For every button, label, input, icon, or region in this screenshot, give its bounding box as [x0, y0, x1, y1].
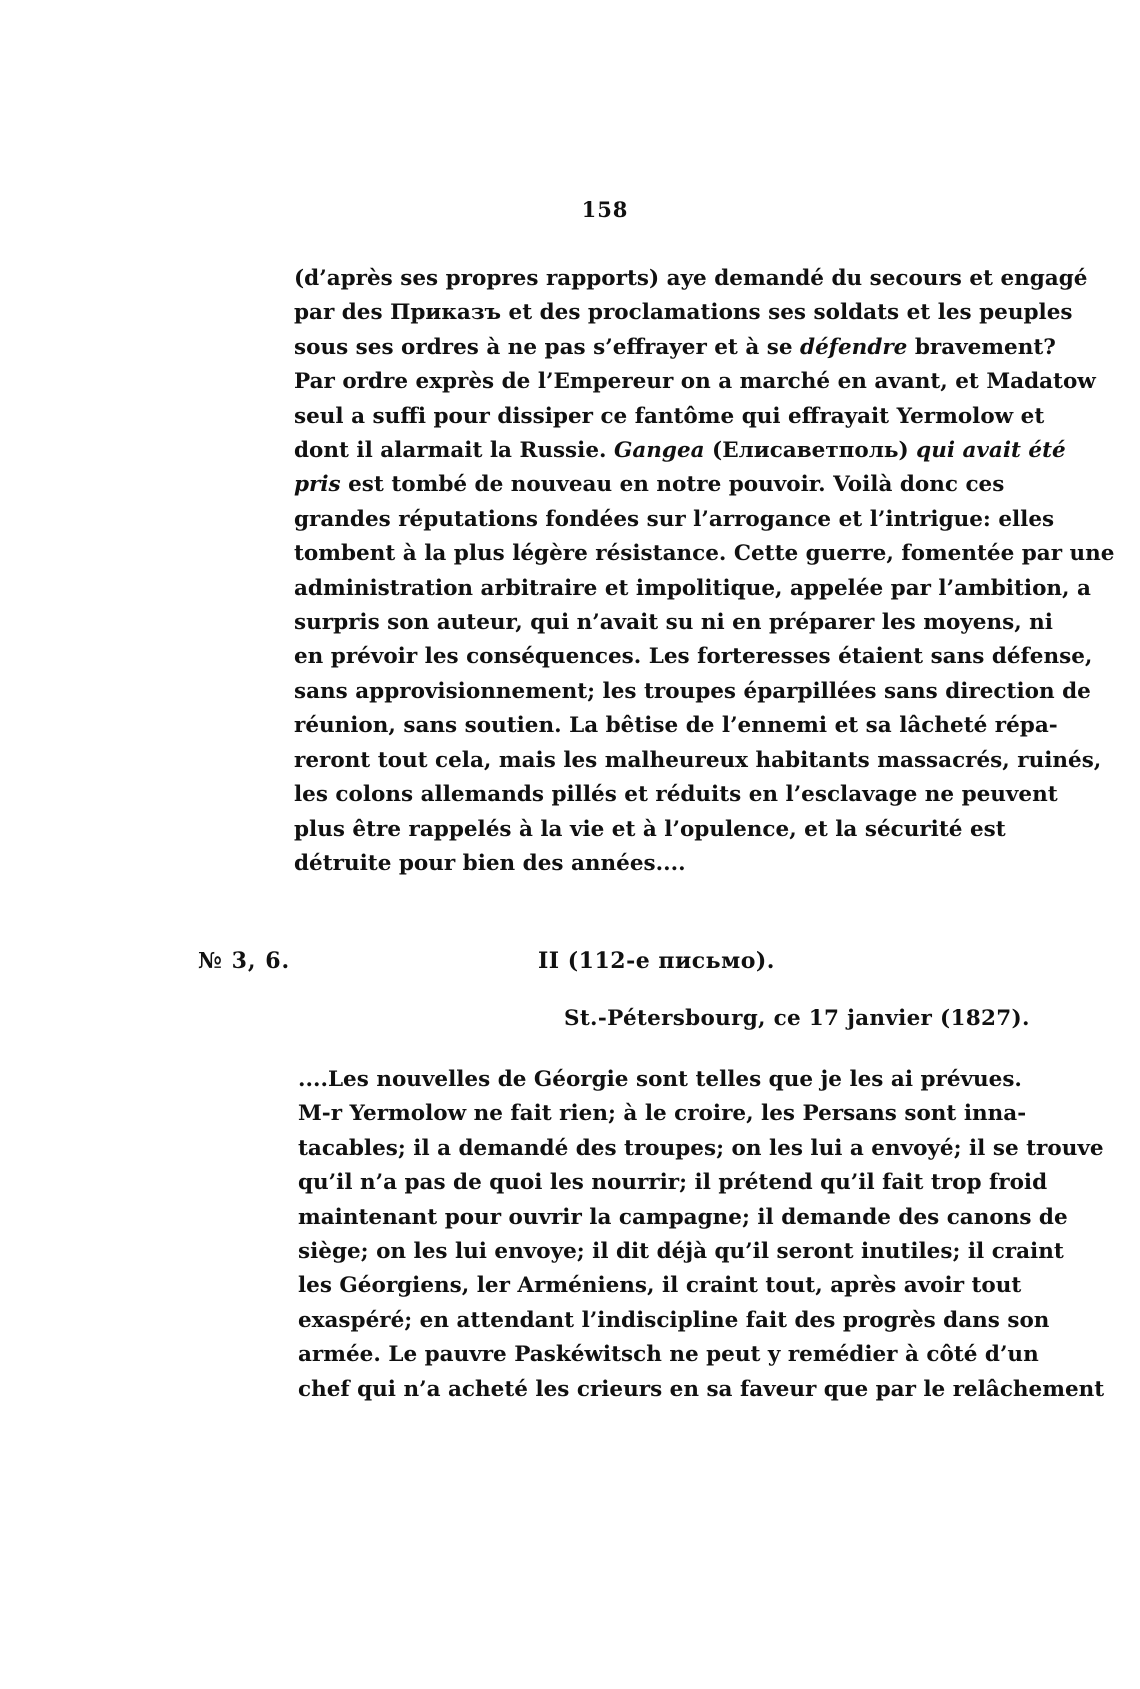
text-line: exaspéré; en attendant l’indiscipline fait des progrès dans son — [298, 1307, 1050, 1333]
text-line: administration arbitraire et impolitique, appelée par l’ambition, a — [294, 575, 1091, 601]
text-line: tombent à la plus légère résistance. Cette guerre, fomentée par une — [294, 541, 1115, 567]
text-line: les colons allemands pillés et réduits en l’esclavage ne peuvent — [294, 782, 1058, 808]
text-line: maintenant pour ouvrir la campagne; il demande des canons de — [298, 1204, 1068, 1230]
document-title: II (112-е письмо). — [538, 948, 775, 974]
text-line: grandes réputations fondées sur l’arrogance et l’intrigue: elles — [294, 506, 1055, 532]
page-number: 158 — [581, 197, 629, 222]
italic-segment: qui avait été — [916, 438, 1066, 464]
text-line — [294, 434, 1066, 468]
text-segment: bravement? — [907, 334, 1056, 360]
paragraph-1 — [294, 262, 1115, 881]
italic-segment: Gangea — [613, 438, 705, 464]
text-line: tacables; il a demandé des troupes; on les lui a envoyé; il se trouve — [298, 1135, 1104, 1161]
text-line: sans approvisionnement; les troupes éparpillées sans direction de — [294, 678, 1091, 704]
italic-segment: défendre — [800, 334, 908, 360]
text-line: les Géorgiens, ler Arméniens, il craint tout, après avoir tout — [298, 1273, 1022, 1299]
text-line: en prévoir les conséquences. Les forteresses étaient sans défense, — [294, 644, 1093, 670]
text-line: (d’après ses propres rapports) aye demandé du secours et engagé — [294, 266, 1088, 291]
italic-segment: pris — [294, 472, 341, 498]
text-line: armée. Le pauvre Paskéwitsch ne peut y remédier à côté d’un — [298, 1342, 1039, 1368]
text-line: seul a suffi pour dissiper ce fantôme qui effrayait Yermolow et — [294, 403, 1045, 429]
text-segment: sous ses ordres à ne pas s’effrayer et à se — [294, 334, 801, 360]
dateline: St.-Pétersbourg, ce 17 janvier (1827). — [564, 1006, 1030, 1031]
text-line: chef qui n’a acheté les crieurs en sa faveur que par le relâchement — [298, 1376, 1105, 1402]
text-line: surpris son auteur, qui n’avait su ni en préparer les moyens, ni — [294, 610, 1053, 636]
paragraph-2 — [298, 1063, 1105, 1407]
text-line: M-r Yermolow ne fait rien; à le croire, les Persans sont inna- — [298, 1101, 1027, 1127]
text-line: par des Приказъ et des proclamations ses soldats et les peuples — [294, 300, 1073, 326]
text-line: ....Les nouvelles de Géorgie sont telles que je les ai prévues. — [298, 1067, 1022, 1092]
text-line: détruite pour bien des années.... — [294, 850, 686, 876]
text-segment: dont il alarmait la Russie. — [294, 438, 614, 464]
text-segment: est tombé de nouveau en notre pouvoir. Voilà donc ces — [340, 472, 1005, 498]
text-line: reront tout cela, mais les malheureux habitants massacrés, ruinés, — [294, 747, 1102, 773]
text-line: siège; on les lui envoye; il dit déjà qu’il seront inutiles; il craint — [298, 1239, 1064, 1265]
text-line — [294, 468, 1003, 502]
text-line: qu’il n’a pas de quoi les nourrir; il prétend qu’il fait trop froid — [298, 1170, 1048, 1196]
text-line: réunion, sans soutien. La bêtise de l’ennemi et sa lâcheté répa- — [294, 713, 1058, 739]
text-line: plus être rappelés à la vie et à l’opulence, et la sécurité est — [294, 816, 1006, 842]
text-segment: (Елисаветполь) — [704, 438, 917, 464]
text-line — [294, 331, 1056, 365]
text-line: Par ordre exprès de l’Empereur on a marché en avant, et Madatow — [294, 369, 1096, 395]
document-number: № 3, 6. — [198, 948, 291, 974]
